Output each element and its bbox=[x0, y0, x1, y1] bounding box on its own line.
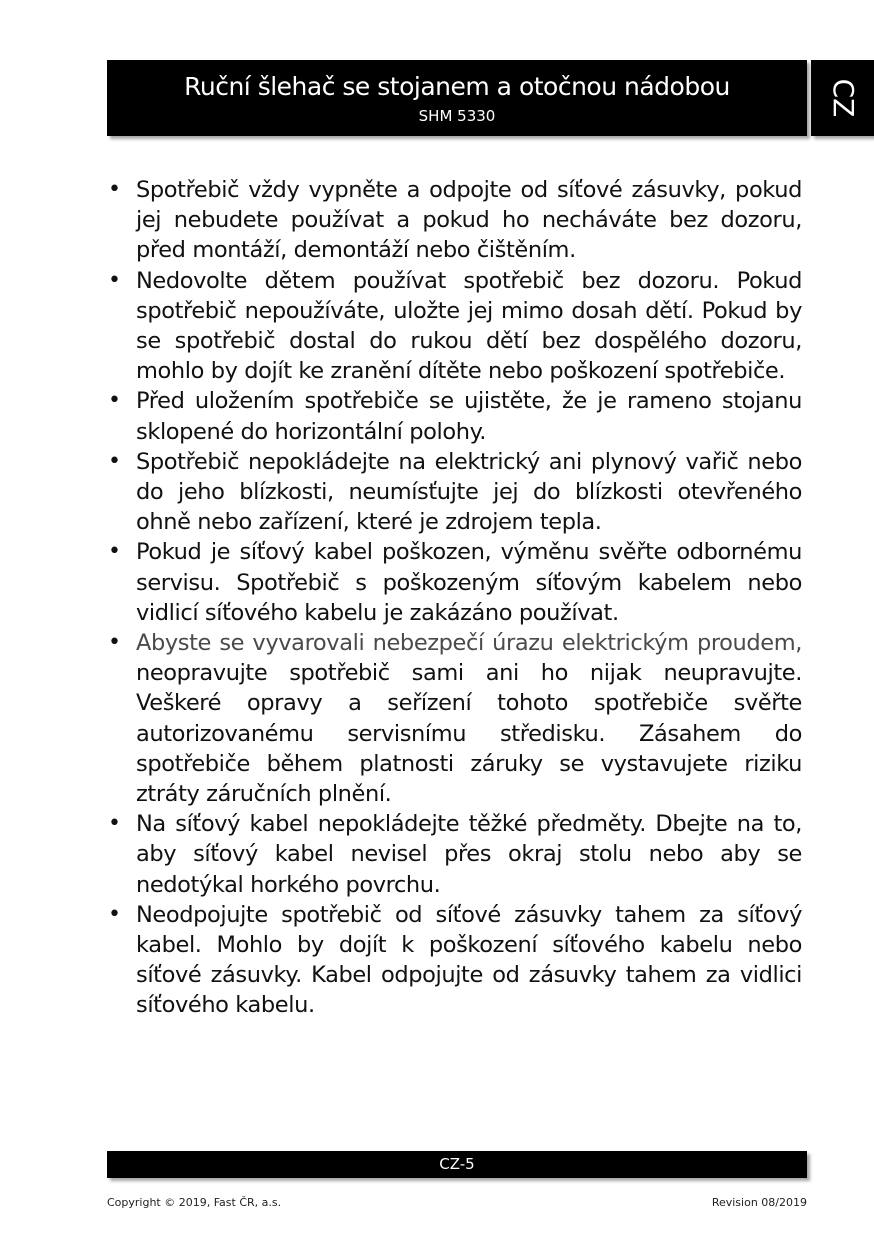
list-item-text: Pokud je síťový kabel poškozen, výměnu svěřte odbornému servisu. Spotřebič s poškozeným síťovým kabelem nebo vidlicí síťového kabelu je zakázáno používat. bbox=[136, 539, 802, 626]
list-item-text: Spotřebič nepokládejte na elektrický ani plynový vařič nebo do jeho blízkosti, neumísťujte jej do blízkosti otevřeného ohně nebo zařízení, které je zdrojem tepla. bbox=[136, 448, 802, 536]
footer-bar bbox=[107, 1151, 807, 1178]
list-item bbox=[106, 386, 802, 446]
bullet-icon: • bbox=[108, 901, 121, 927]
page-title: Ruční šlehač se stojanem a otočnou nádobou bbox=[184, 72, 730, 101]
list-item bbox=[106, 809, 802, 900]
language-tab-label: CZ bbox=[826, 78, 860, 118]
list-item-text-highlight: Abyste se vyvarovali nebezpečí úrazu elektrickým proudem, bbox=[136, 630, 802, 657]
list-item bbox=[106, 266, 802, 387]
safety-instructions-list bbox=[106, 175, 802, 1021]
header-bar bbox=[107, 60, 807, 136]
list-item-text: Nedovolte dětem používat spotřebič bez dozoru. Pokud spotřebič nepoužíváte, uložte jej mimo dosah dětí. Pokud by se spotřebič dostal do rukou dětí bez dospělého dozoru, mohlo by dojít ke zranění dítěte nebo poškození spotřebiče. bbox=[136, 267, 802, 385]
copyright-notice: Copyright © 2019, Fast ČR, a.s. bbox=[107, 1196, 282, 1209]
bullet-icon: • bbox=[108, 448, 121, 474]
revision-label: Revision 08/2019 bbox=[711, 1196, 807, 1209]
list-item bbox=[106, 628, 802, 809]
bullet-icon: • bbox=[108, 811, 121, 837]
list-item-text: neopravujte spotřebič sami ani ho nijak neupravujte. Veškeré opravy a seřízení tohoto spotřebiče svěřte autorizovanému servisnímu středisku. Zásahem do spotřebiče během platnosti záruky se vystavujete riziku ztráty záručních plnění. bbox=[136, 660, 802, 808]
bullet-icon: • bbox=[108, 267, 121, 293]
list-item-text: Neodpojujte spotřebič od síťové zásuvky tahem za síťový kabel. Mohlo by dojít k poškození síťového kabelu nebo síťové zásuvky. Kabel odpojujte od zásuvky tahem za vidlici síťového kabelu. bbox=[136, 901, 802, 1019]
bullet-icon: • bbox=[108, 177, 121, 202]
list-item bbox=[106, 900, 802, 1021]
list-item-text: Před uložením spotřebiče se ujistěte, že je rameno stojanu sklopené do horizontální polohy. bbox=[136, 388, 802, 445]
bullet-icon: • bbox=[108, 630, 121, 656]
list-item-text: Spotřebič vždy vypněte a odpojte od síťové zásuvky, pokud jej nebudete používat a pokud ho necháváte bez dozoru, před montáží, demontáží nebo čištěním. bbox=[136, 177, 802, 264]
list-item bbox=[106, 175, 802, 266]
list-item-text: Na síťový kabel nepokládejte těžké předměty. Dbejte na to, aby síťový kabel nevisel přes okraj stolu nebo aby se nedotýkal horkého povrchu. bbox=[136, 811, 802, 898]
list-item bbox=[106, 447, 802, 538]
bullet-icon: • bbox=[108, 388, 121, 414]
model-number: SHM 5330 bbox=[418, 107, 496, 125]
page-number: CZ-5 bbox=[439, 1155, 475, 1173]
list-item bbox=[106, 537, 802, 628]
bullet-icon: • bbox=[108, 539, 121, 565]
language-tab bbox=[811, 60, 874, 136]
